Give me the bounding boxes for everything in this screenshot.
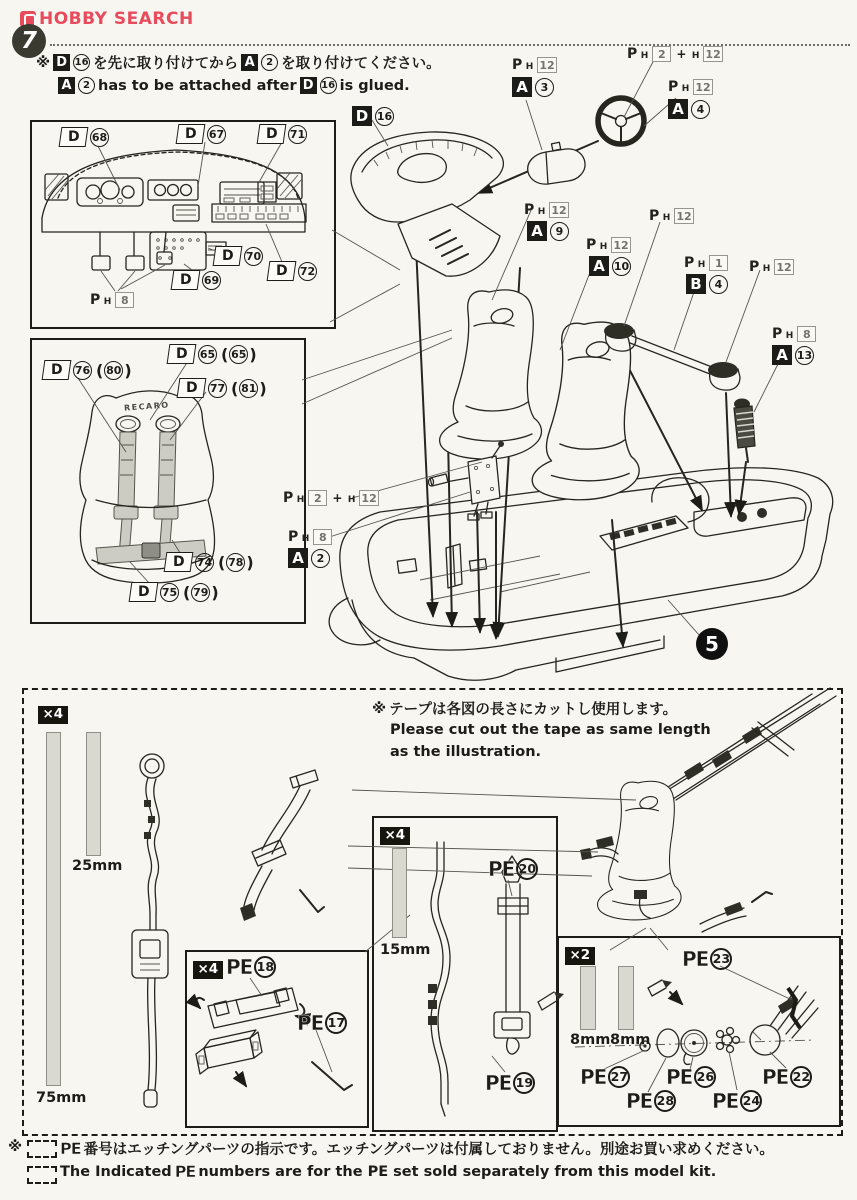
decal-alt-number: ( 81 ) [230, 379, 268, 398]
paint-code-ph8: P H 8 [772, 326, 816, 342]
buckle-bracket-illustration [196, 978, 352, 1090]
pe-word: PE [297, 1011, 324, 1035]
seat-brand-text: RECARO [123, 400, 170, 413]
paint-code-ph1: P H 1 [684, 255, 728, 271]
decal-label-d72 [268, 261, 317, 281]
decal-flag: D [59, 127, 89, 147]
count-badge-x4 [38, 703, 68, 724]
paint-code-ph12: P H 12 [524, 202, 567, 218]
footer-note-marker: ※ [8, 1139, 23, 1155]
part-number-2: 2 [261, 54, 278, 71]
part-label-a13 [772, 345, 814, 365]
seatbox-pointer-lines [302, 330, 452, 404]
note-text: numbers are for the PE set sold separately from this model kit. [198, 1164, 717, 1180]
paint-code-ph2-h12: P H 2 + H 12 [283, 490, 377, 506]
decal-flag: D [213, 246, 243, 266]
body-step-ref-number: 5 [705, 632, 719, 656]
part-number-2: 2 [78, 77, 95, 94]
count-badge-x2 [565, 944, 595, 965]
note-text: を取り付けてください。 [281, 56, 441, 72]
tape-strip-75mm [46, 732, 61, 1086]
decal-flag: D [171, 270, 201, 290]
decal-flag: D [167, 344, 197, 364]
dashboard-part-illustration [351, 120, 504, 276]
part-letter-a: A [58, 77, 75, 94]
decal-number: 71 [288, 125, 307, 144]
part-number: 4 [709, 275, 728, 294]
decal-label-d67 [177, 124, 226, 144]
paint-code-ph8: P H 8 [90, 292, 134, 308]
tape-strip-8mm-a [580, 966, 596, 1030]
decal-number: 69 [202, 271, 221, 290]
decal-flag: D [42, 360, 72, 380]
pe-number: 27 [608, 1066, 630, 1088]
decal-number: 77 [208, 379, 227, 398]
shoulder-belt-illustration [240, 770, 410, 952]
part-letter-d: D [300, 77, 317, 94]
part-label-a3 [512, 77, 554, 97]
pe-number: 24 [740, 1090, 762, 1112]
decal-flag: D [267, 261, 297, 281]
part-number-16: 16 [73, 54, 90, 71]
buckle-belt-illustration [492, 856, 564, 1072]
part-letter: B [686, 274, 706, 294]
part-number: 9 [550, 222, 569, 241]
paint-code-ph12: P H 12 [668, 79, 711, 95]
decal-label-d70 [214, 246, 263, 266]
tape-strip-25mm [86, 732, 101, 856]
note-text: The Indicated [60, 1164, 172, 1180]
note-marker: ※ [36, 54, 51, 71]
decal-label-d77 [178, 378, 268, 398]
pe-number: 28 [654, 1090, 676, 1112]
part-number-16: 16 [320, 77, 337, 94]
decal-label-d69 [172, 270, 221, 290]
decal-flag: D [177, 378, 207, 398]
pe-number: 26 [694, 1066, 716, 1088]
part-letter: A [512, 77, 532, 97]
pe-number: 20 [516, 858, 538, 880]
tape-length-8mm-a: 8mm [570, 1032, 611, 1048]
steering-column-illustration [526, 100, 585, 184]
part-number: 2 [311, 549, 330, 568]
pe-label-23 [682, 948, 732, 970]
tape-length-25mm: 25mm [72, 858, 123, 874]
part-number: 4 [691, 100, 710, 119]
seat-right-illustration [532, 322, 639, 500]
pe-number: 17 [325, 1012, 347, 1034]
shift-lever-illustration [734, 360, 780, 462]
pe-word: PE [762, 1065, 789, 1089]
hobbysearch-logo [20, 9, 194, 29]
part-letter: A [668, 99, 688, 119]
footer-swatch-box-1 [27, 1140, 57, 1158]
header-divider [50, 44, 850, 46]
pe-word: PE [488, 857, 515, 881]
part-label-a10 [589, 256, 631, 276]
count-badge-x4 [193, 958, 223, 979]
decal-number: 67 [207, 125, 226, 144]
decal-alt-number: ( 79 ) [182, 583, 220, 602]
part-number: 13 [795, 346, 814, 365]
footer-note-en [60, 1164, 716, 1180]
decal-number: 68 [90, 128, 109, 147]
seat-left-illustration [440, 290, 542, 459]
paint-code-ph2-h12: P H 2 + H 12 [627, 46, 721, 62]
part-letter: A [589, 256, 609, 276]
paint-code-ph8: P H 8 [288, 529, 332, 545]
thin-belt-illustration [428, 842, 450, 1116]
note-text: 番号はエッチングパーツの指示です。エッチングパーツは付属しておりません。別途お買い求めください。 [83, 1142, 774, 1158]
count-value: ×4 [38, 706, 68, 725]
part-label-a4 [668, 99, 710, 119]
pe-word: PE [174, 1162, 196, 1181]
count-value: ×4 [193, 961, 223, 980]
pe-word: PE [666, 1065, 693, 1089]
paint-code-ph12: P H 12 [649, 208, 692, 224]
decal-label-d74 [165, 552, 255, 572]
pe-label-17 [297, 1012, 347, 1034]
part-letter: A [288, 548, 308, 568]
pe-word: PE [60, 1138, 81, 1158]
decal-number: 75 [160, 583, 179, 602]
step-number: 7 [20, 28, 37, 54]
decal-number: 74 [195, 553, 214, 572]
footer-note-ja [60, 1138, 774, 1159]
pe-word: PE [485, 1071, 512, 1095]
decal-alt-number: ( 78 ) [217, 553, 255, 572]
tape-note-ja [372, 698, 677, 719]
decal-alt-number: ( 80 ) [95, 361, 133, 380]
part-label-d16 [352, 106, 394, 126]
tape-length-15mm: 15mm [380, 942, 431, 958]
top-note-en [58, 77, 410, 94]
pe-word: PE [682, 947, 709, 971]
paint-code-ph12: P H 12 [512, 57, 555, 73]
tape-note-en1: Please cut out the tape as same length [390, 722, 711, 738]
tape-note-en2: as the illustration. [390, 744, 542, 760]
tape-strip-8mm-b [618, 966, 634, 1030]
tape-length-75mm: 75mm [36, 1090, 87, 1106]
pe-label-28 [626, 1090, 676, 1112]
part-label-a2 [288, 548, 330, 568]
decal-label-d65 [168, 344, 258, 364]
count-value: ×4 [380, 827, 410, 846]
decal-flag: D [257, 124, 287, 144]
body-step-ref-badge [696, 628, 728, 660]
note-text: is glued. [339, 77, 410, 94]
decal-number: 70 [244, 247, 263, 266]
decal-label-d76 [43, 360, 133, 380]
decal-number: 76 [73, 361, 92, 380]
pe-number: 19 [513, 1072, 535, 1094]
pe-word: PE [226, 955, 253, 979]
part-letter: A [527, 221, 547, 241]
pe-label-18 [226, 956, 276, 978]
hobbysearch-logo-text: HOBBY SEARCH [39, 9, 194, 29]
note-text: を先に取り付けてから [93, 56, 239, 72]
part-letter-d: D [53, 54, 70, 71]
part-number: 3 [535, 78, 554, 97]
decal-label-d71 [258, 124, 307, 144]
dashboard-illustration [42, 142, 306, 291]
footer-swatch-box-2 [27, 1166, 57, 1184]
note-text: has to be attached after [98, 77, 297, 94]
decal-flag: D [176, 124, 206, 144]
tape-strip-15mm [392, 848, 407, 938]
tape-length-8mm-b: 8mm [610, 1032, 651, 1048]
pe-label-20 [488, 858, 538, 880]
pe-number: 23 [710, 948, 732, 970]
pe-word: PE [712, 1089, 739, 1113]
decal-label-d68 [60, 127, 109, 147]
part-label-a9 [527, 221, 569, 241]
pe-number: 18 [254, 956, 276, 978]
decal-alt-number: ( 65 ) [220, 345, 258, 364]
steering-wheel-illustration [598, 58, 676, 144]
part-number: 16 [375, 107, 394, 126]
count-value: ×2 [565, 947, 595, 966]
pe-label-26 [666, 1066, 716, 1088]
decal-flag: D [129, 582, 159, 602]
decal-flag: D [164, 552, 194, 572]
note-marker: ※ [372, 700, 387, 717]
harness-seat-belts [348, 790, 772, 950]
lap-belt-illustration [132, 754, 168, 1107]
pe-number: 22 [790, 1066, 812, 1088]
pe-word: PE [626, 1089, 653, 1113]
pe-label-19 [485, 1072, 535, 1094]
top-note-ja [36, 52, 441, 73]
part-label-b4 [686, 274, 728, 294]
part-letter: A [772, 345, 792, 365]
pe-label-22 [762, 1066, 812, 1088]
decal-number: 65 [198, 345, 217, 364]
dashbox-pointer-lines [330, 230, 400, 322]
paint-code-ph12: P H 12 [749, 259, 792, 275]
decal-number: 72 [298, 262, 317, 281]
count-badge-x4 [380, 824, 410, 845]
pe-label-24 [712, 1090, 762, 1112]
pe-word: PE [580, 1065, 607, 1089]
note-text: テープは各図の長さにカットし使用します。 [389, 702, 678, 718]
part-number: 10 [612, 257, 631, 276]
part-letter-a: A [241, 54, 258, 71]
pe-label-27 [580, 1066, 630, 1088]
part-letter: D [352, 106, 372, 126]
paint-code-ph12: P H 12 [586, 237, 629, 253]
decal-label-d75 [130, 582, 220, 602]
